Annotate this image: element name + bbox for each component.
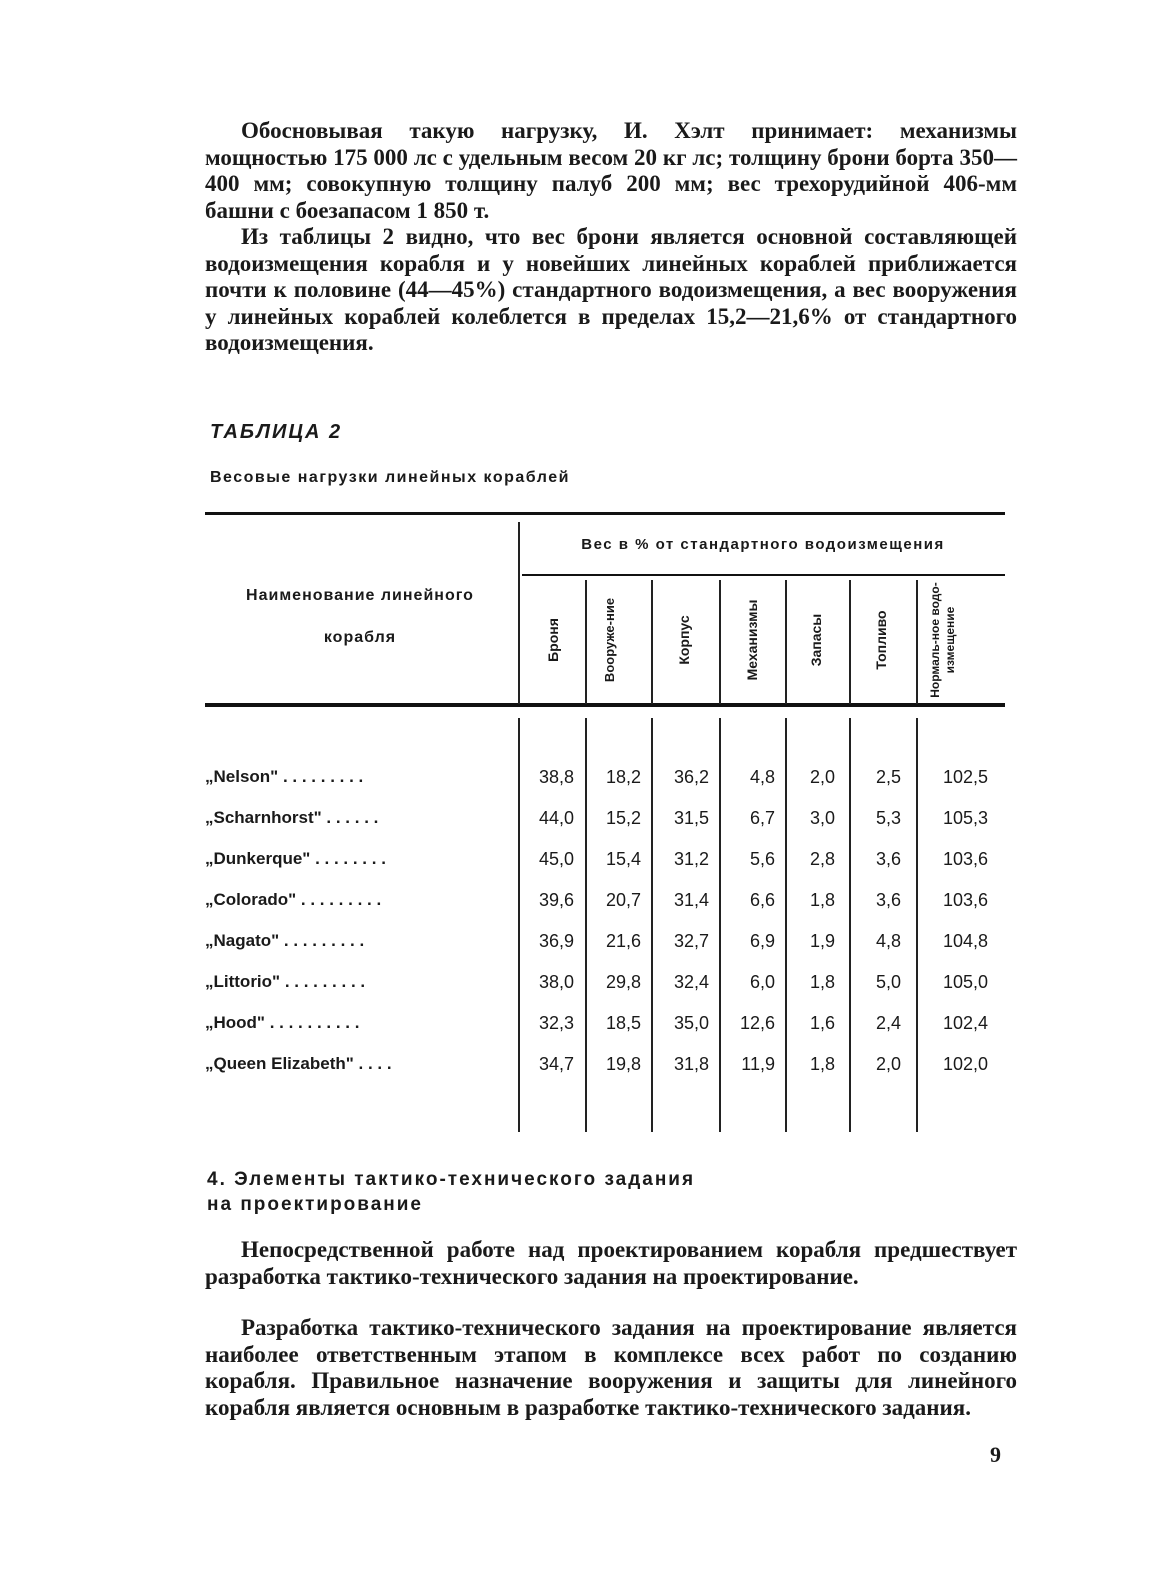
col-rule-5-body bbox=[849, 718, 851, 1132]
cell-stores: 1,6 bbox=[809, 1013, 835, 1033]
cell-normal-displacement: 102,0 bbox=[942, 1054, 988, 1074]
cell-machinery: 4,8 bbox=[749, 767, 775, 787]
cell-stores: 1,8 bbox=[809, 972, 835, 992]
cell-fuel: 3,6 bbox=[875, 890, 901, 910]
ship-name: „Dunkerque" . . . . . . . . bbox=[205, 849, 386, 868]
col-header-machinery: Механизмы bbox=[744, 599, 760, 681]
paragraph-preceding-work: Непосредственной работе над проектированием корабля предшествует разработка тактико-технического задания на проектирование. bbox=[205, 1237, 1017, 1289]
col-rule-4-head bbox=[785, 580, 787, 704]
col-rule-6-head bbox=[916, 580, 918, 704]
cell-fuel: 2,5 bbox=[875, 767, 901, 787]
cell-machinery: 6,6 bbox=[749, 890, 775, 910]
col-rule-2-head bbox=[651, 580, 653, 704]
cell-armor: 38,8 bbox=[538, 767, 574, 787]
table-caption: Весовые нагрузки линейных кораблей bbox=[210, 469, 570, 486]
cell-stores: 1,8 bbox=[809, 1054, 835, 1074]
cell-hull: 36,2 bbox=[673, 767, 709, 787]
cell-armament: 18,5 bbox=[605, 1013, 641, 1033]
cell-machinery: 5,6 bbox=[749, 849, 775, 869]
header-bottom-rule bbox=[205, 703, 1005, 707]
cell-armament: 15,2 bbox=[605, 808, 641, 828]
group-header-rule bbox=[522, 574, 1005, 576]
cell-armor: 45,0 bbox=[538, 849, 574, 869]
cell-machinery: 6,0 bbox=[749, 972, 775, 992]
cell-hull: 31,2 bbox=[673, 849, 709, 869]
ship-name: „Nelson" . . . . . . . . . bbox=[205, 767, 364, 786]
col-header-hull: Корпус bbox=[676, 615, 692, 665]
cell-armament: 29,8 bbox=[605, 972, 641, 992]
cell-hull: 31,4 bbox=[673, 890, 709, 910]
cell-normal-displacement: 103,6 bbox=[942, 890, 988, 910]
cell-armament: 20,7 bbox=[605, 890, 641, 910]
cell-stores: 3,0 bbox=[809, 808, 835, 828]
paragraph-table-summary: Из таблицы 2 видно, что вес брони является основной составляющей водоизмещения корабля и у новейших линейных кораблей приближается почти к половине (44—45%) стандартного водоизмещения, а вес вооружения у линейных кораблей колеблется в пределах 15,2—21,6% от стандартного водоизмещения. bbox=[205, 224, 1017, 355]
cell-armament: 15,4 bbox=[605, 849, 641, 869]
cell-hull: 31,5 bbox=[673, 808, 709, 828]
cell-armament: 21,6 bbox=[605, 931, 641, 951]
cell-normal-displacement: 104,8 bbox=[942, 931, 988, 951]
cell-fuel: 2,0 bbox=[875, 1054, 901, 1074]
cell-machinery: 6,9 bbox=[749, 931, 775, 951]
ship-name: „Littorio" . . . . . . . . . bbox=[205, 972, 366, 991]
col-header-fuel: Топливо bbox=[873, 610, 889, 670]
cell-fuel: 2,4 bbox=[875, 1013, 901, 1033]
cell-fuel: 4,8 bbox=[875, 931, 901, 951]
cell-armor: 39,6 bbox=[538, 890, 574, 910]
page-number: 9 bbox=[990, 1442, 1001, 1467]
section-heading-line1: 4. Элементы тактико-технического задания bbox=[207, 1169, 696, 1190]
col-rule-2-body bbox=[651, 718, 653, 1132]
table-label: ТАБЛИЦА 2 bbox=[210, 421, 343, 443]
col-rule-3-body bbox=[719, 718, 721, 1132]
cell-normal-displacement: 102,4 bbox=[942, 1013, 988, 1033]
paragraph-specification-importance: Разработка тактико-технического задания на проектирование является наиболее ответственным этапом в комплексе всех работ по созданию корабля. Правильное назначение вооружения и защиты для линейного корабля является основным в разработке тактико-технического задания. bbox=[205, 1315, 1017, 1420]
col-rule-5-head bbox=[849, 580, 851, 704]
col-header-armament: Вооруже-ние bbox=[602, 597, 617, 683]
col-rule-3-head bbox=[719, 580, 721, 704]
cell-hull: 32,7 bbox=[673, 931, 709, 951]
cell-hull: 32,4 bbox=[673, 972, 709, 992]
ship-name: „Scharnhorst" . . . . . . bbox=[205, 808, 379, 827]
section-heading bbox=[207, 1167, 907, 1217]
col-rule-1-head bbox=[585, 580, 587, 704]
table-top-rule bbox=[205, 512, 1005, 515]
ship-name: „Nagato" . . . . . . . . . bbox=[205, 931, 365, 950]
col-rule-1-body bbox=[585, 718, 587, 1132]
cell-stores: 2,8 bbox=[809, 849, 835, 869]
cell-normal-displacement: 103,6 bbox=[942, 849, 988, 869]
ship-name-header bbox=[215, 575, 505, 659]
ship-name: „Queen Elizabeth" . . . . bbox=[205, 1054, 392, 1073]
col-rule-6-body bbox=[916, 718, 918, 1132]
cell-machinery: 11,9 bbox=[741, 1054, 775, 1074]
cell-stores: 1,9 bbox=[809, 931, 835, 951]
col-header-armor: Броня bbox=[545, 618, 561, 662]
cell-fuel: 5,0 bbox=[875, 972, 901, 992]
cell-armor: 36,9 bbox=[538, 931, 574, 951]
cell-machinery: 12,6 bbox=[739, 1013, 775, 1033]
cell-normal-displacement: 105,3 bbox=[942, 808, 988, 828]
cell-normal-displacement: 102,5 bbox=[942, 767, 988, 787]
ship-name: „Hood" . . . . . . . . . . bbox=[205, 1013, 360, 1032]
ship-name-header-line2: корабля bbox=[323, 629, 397, 646]
cell-armament: 18,2 bbox=[605, 767, 641, 787]
paragraph-loads-rationale: Обосновывая такую нагрузку, И. Хэлт принимает: механизмы мощностью 175 000 лс с удельным весом 20 кг лс; толщину брони борта 350—400 мм; совокупную толщину палуб 200 мм; вес трехорудийной 406-мм башни с боезапасом 1 850 т. bbox=[205, 118, 1017, 223]
col-header-stores: Запасы bbox=[808, 613, 824, 667]
cell-normal-displacement: 105,0 bbox=[942, 972, 988, 992]
cell-armor: 34,7 bbox=[538, 1054, 574, 1074]
weight-group-header: Вес в % от стандартного водоизмещения bbox=[581, 536, 945, 553]
cell-stores: 2,0 bbox=[809, 767, 835, 787]
section-heading-line2: на проектирование bbox=[207, 1194, 424, 1215]
cell-fuel: 3,6 bbox=[875, 849, 901, 869]
cell-hull: 35,0 bbox=[673, 1013, 709, 1033]
cell-armor: 44,0 bbox=[538, 808, 574, 828]
cell-fuel: 5,3 bbox=[875, 808, 901, 828]
col-header-normal-displacement: Нормаль-ное водо-измещение bbox=[928, 582, 957, 698]
col-rule-name bbox=[518, 522, 520, 704]
cell-armor: 38,0 bbox=[538, 972, 574, 992]
cell-armament: 19,8 bbox=[605, 1054, 641, 1074]
col-rule-4-body bbox=[785, 718, 787, 1132]
col-rule-name-body bbox=[518, 718, 520, 1132]
ship-name-header-line1: Наименование линейного bbox=[246, 587, 474, 604]
cell-hull: 31,8 bbox=[673, 1054, 709, 1074]
cell-stores: 1,8 bbox=[809, 890, 835, 910]
cell-machinery: 6,7 bbox=[749, 808, 775, 828]
cell-armor: 32,3 bbox=[538, 1013, 574, 1033]
ship-name: „Colorado" . . . . . . . . . bbox=[205, 890, 382, 909]
